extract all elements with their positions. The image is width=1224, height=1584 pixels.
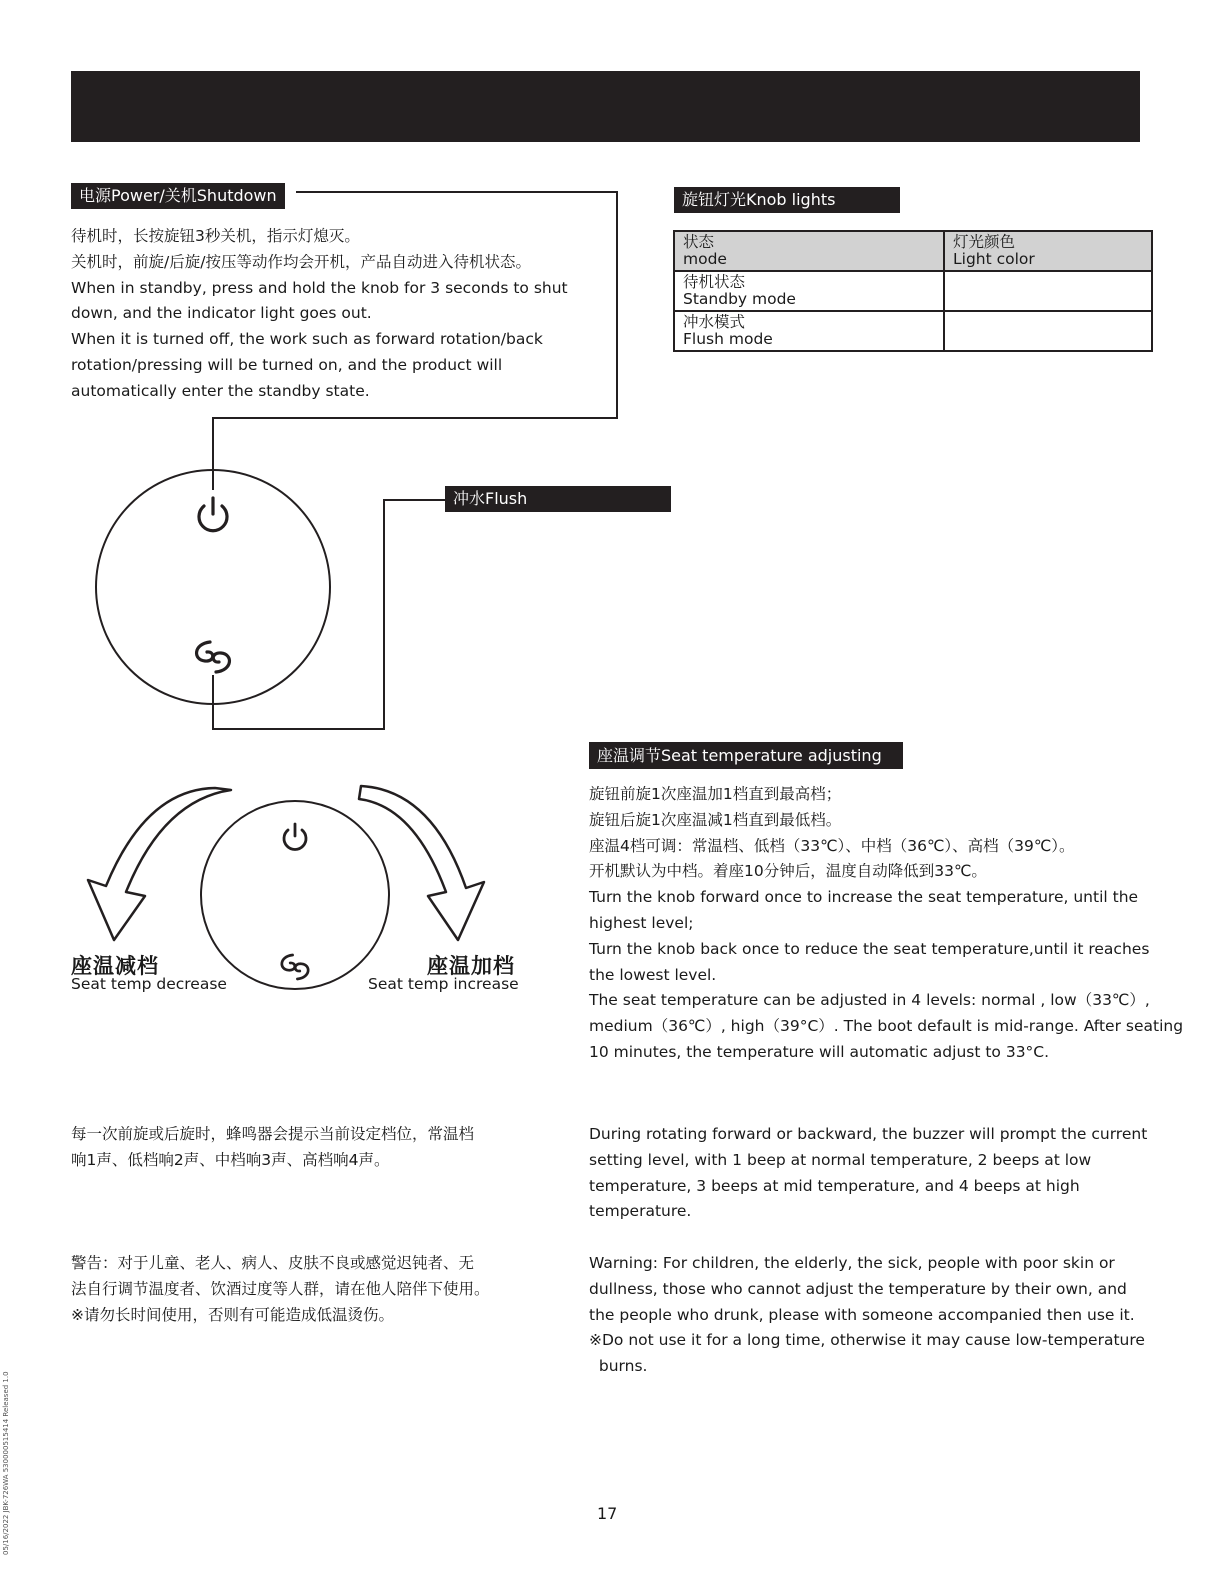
table-cell-mode (674, 271, 944, 311)
buzzer-en-text (589, 1122, 1147, 1225)
power-line: When in standby, press and hold the knob for 3 seconds to shut (71, 278, 568, 297)
flush-callout-line (213, 500, 445, 729)
table-header-color (944, 231, 1152, 271)
seat-temp-increase-cn: 座温加档 (427, 954, 515, 978)
seat-temp-line: 开机默认为中档。着座10分钟后，温度自动降低到33℃。 (589, 862, 987, 881)
seat-temp-line: highest level; (589, 913, 694, 932)
power-line: 关机时，前旋/后旋/按压等动作均会开机，产品自动进入待机状态。 (71, 252, 531, 271)
header-mode-cn: 状态 (683, 233, 715, 251)
warning-en-line: burns. (589, 1357, 648, 1376)
seat-temp-line: the lowest level. (589, 965, 717, 984)
header-mode-en: mode (683, 250, 727, 268)
seat-temp-line: Turn the knob back once to reduce the seat temperature,until it reaches (589, 939, 1150, 958)
warning-cn-line: ※请勿长时间使用，否则有可能造成低温烫伤。 (71, 1305, 394, 1324)
seat-temp-line: medium（36℃）, high（39°C）. The boot default is mid-range. After seating (589, 1017, 1184, 1036)
buzzer-en-line: temperature. (589, 1202, 692, 1221)
seat-temp-line: Turn the knob forward once to increase the seat temperature, until the (589, 888, 1139, 907)
power-text (71, 224, 568, 405)
power-line: When it is turned off, the work such as forward rotation/back (71, 330, 543, 349)
table-cell-mode (674, 311, 944, 351)
row-mode-en: Flush mode (683, 330, 773, 348)
table-cell-color (944, 271, 1152, 311)
seat-temp-increase-en: Seat temp increase (368, 975, 519, 993)
flush-swirl-icon (197, 642, 230, 672)
seat-temp-line: 旋钮后旋1次座温减1档直到最低档。 (589, 810, 842, 829)
buzzer-en-line: setting level, with 1 beep at normal temperature, 2 beeps at low (589, 1150, 1092, 1169)
power-icon (199, 498, 227, 531)
seat-temp-line: 座温4档可调：常温档、低档（33℃）、中档（36℃）、高档（39℃）。 (589, 836, 1075, 855)
buzzer-en-line: During rotating forward or backward, the buzzer will prompt the current (589, 1125, 1148, 1143)
seat-temp-decrease-cn: 座温减档 (71, 954, 159, 978)
table-row (674, 271, 1152, 311)
warning-en-line: Warning: For children, the elderly, the sick, people with poor skin or (589, 1254, 1115, 1272)
buzzer-cn-text (71, 1122, 474, 1174)
seat-temp-line: 10 minutes, the temperature will automatic adjust to 33°C. (589, 1042, 1050, 1061)
seat-temp-decrease-en: Seat temp decrease (71, 975, 227, 993)
warning-en-line: the people who drunk, please with someone accompanied then use it. (589, 1305, 1135, 1324)
row-mode-cn: 冲水模式 (683, 313, 746, 331)
warning-en-line: dullness, those who cannot adjust the temperature by their own, and (589, 1279, 1127, 1298)
warning-en-text (589, 1251, 1145, 1380)
seat-temp-tag: 座温调节Seat temperature adjusting (589, 742, 903, 769)
knob-lights-tag: 旋钮灯光Knob lights (674, 187, 900, 213)
knob-lights-table (673, 230, 1153, 352)
header-color-en: Light color (953, 250, 1035, 268)
side-note: 05/16/2022 JBK-726WA 530000515414 Released 1.0 (2, 1371, 10, 1555)
power-line: automatically enter the standby state. (71, 381, 370, 400)
seat-temp-line: The seat temperature can be adjusted in 4 levels: normal , low（33℃）, (589, 991, 1150, 1010)
curved-arrow-left-icon (88, 788, 231, 940)
table-header-row (674, 231, 1152, 271)
power-icon (284, 824, 306, 849)
table-header-mode (674, 231, 944, 271)
table-row (674, 311, 1152, 351)
header-color-cn: 灯光颜色 (953, 233, 1016, 251)
buzzer-cn-line: 响1声、低档响2声、中档响3声、高档响4声。 (71, 1150, 390, 1169)
power-line: rotation/pressing will be turned on, and the product will (71, 355, 503, 374)
seat-temp-text (589, 782, 1183, 1066)
flush-swirl-icon (282, 955, 308, 979)
buzzer-en-line: temperature, 3 beeps at mid temperature, and 4 beeps at high (589, 1176, 1080, 1195)
warning-en-line: ※Do not use it for a long time, otherwise it may cause low-temperature (589, 1331, 1145, 1350)
page-number: 17 (597, 1504, 618, 1523)
row-mode-en: Standby mode (683, 290, 796, 308)
buzzer-cn-line: 每一次前旋或后旋时，蜂鸣器会提示当前设定档位，常温档 (71, 1125, 475, 1143)
row-mode-cn: 待机状态 (683, 273, 746, 291)
flush-tag: 冲水Flush (445, 486, 671, 512)
power-shutdown-tag: 电源Power/关机Shutdown (71, 183, 285, 209)
warning-cn-line: 警告：对于儿童、老人、病人、皮肤不良或感觉迟钝者、无 (71, 1254, 475, 1272)
curved-arrow-right-icon (359, 786, 484, 940)
warning-cn-text (71, 1251, 490, 1328)
power-line: 待机时，长按旋钮3秒关机，指示灯熄灭。 (71, 227, 360, 245)
power-line: down, and the indicator light goes out. (71, 304, 372, 323)
warning-cn-line: 法自行调节温度者、饮酒过度等人群，请在他人陪伴下使用。 (71, 1279, 490, 1298)
table-cell-color (944, 311, 1152, 351)
seat-temp-line: 旋钮前旋1次座温加1档直到最高档； (589, 785, 842, 803)
